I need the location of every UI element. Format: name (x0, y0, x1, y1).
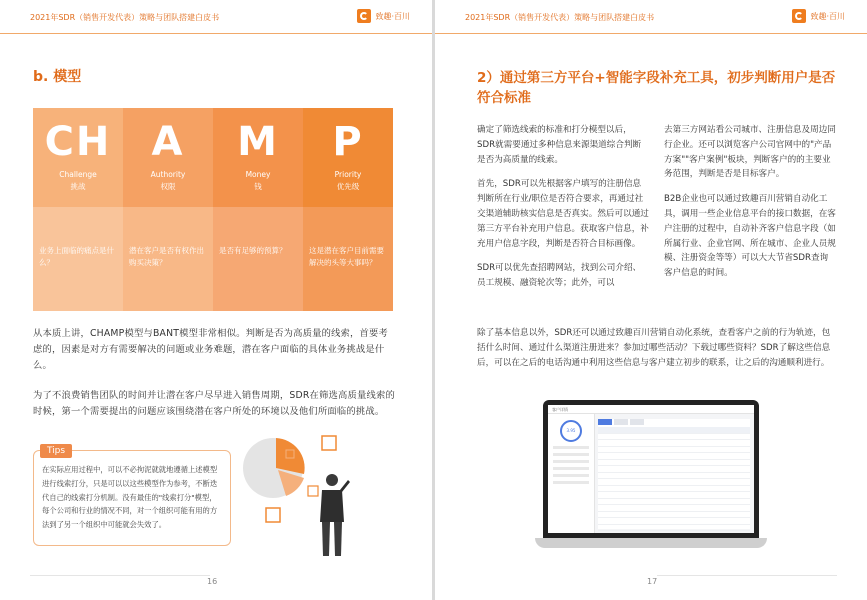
body-paragraph: 从本质上讲，CHAMP模型与BANT模型非常相似。判断是否为高质量的线索，首要考虑的，因素是对方有需要解决的问题或业务难题，潜在客户面临的具体业务挑战是什么。 (33, 328, 389, 371)
champ-column (303, 108, 393, 311)
header-divider (435, 33, 867, 34)
champ-english: Priority (334, 170, 362, 179)
left-page (0, 0, 432, 600)
brand-logo (792, 9, 845, 23)
logo-text: 致趣·百川 (375, 11, 410, 21)
champ-header (303, 108, 393, 207)
body-paragraph: SDR可以优先查招聘网站，找到公司介绍、员工规模、融资轮次等；此外，可以 (477, 263, 642, 289)
champ-chinese: 挑战 (70, 182, 86, 191)
crm-table (598, 419, 750, 529)
body-paragraph: 首先，SDR可以先根据客户填写的注册信息判断所在行业/职位是否符合要求，再通过社交渠道辅助核实信息是否真实。然后可以通过第三方平台补充用户信息。获取客户信息，补充用户信息字段，判断是否符合目标画像。 (477, 179, 649, 249)
champ-question: 是否有足够的预算？ (213, 207, 303, 311)
page-number: 16 (207, 577, 218, 586)
champ-header (213, 108, 303, 207)
brand-logo (357, 9, 410, 23)
page-number: 17 (647, 577, 658, 586)
champ-english: Challenge (59, 170, 97, 179)
body-paragraph: 去第三方网站看公司城市、注册信息及周边同行企业。还可以浏览客户公司官网中的"产品方案""客户案例"板块，判断客户的的主要业务范围，判断是否是目标客户。 (664, 125, 836, 180)
champ-column (123, 108, 213, 311)
tips-label: Tips (40, 444, 72, 458)
crm-sidebar (548, 414, 595, 533)
body-paragraph: 为了不浪费销售团队的时间并让潜在客户尽早进入销售周期，SDR在筛选高质量线索的时候，第一个需要提出的问题应该围绕潜在客户所处的环境以及他们所面临的挑战。 (33, 390, 396, 417)
body-paragraph: 确定了筛选线索的标准和打分模型以后，SDR就需要通过多种信息来源渠道综合判断是否为高质量的线索。 (477, 125, 642, 165)
crm-screen (548, 405, 754, 533)
champ-column (33, 108, 123, 311)
champ-letter: CH (44, 119, 112, 165)
champ-chinese: 权限 (160, 182, 176, 191)
champ-english: Authority (150, 170, 186, 179)
footer-divider (30, 575, 210, 576)
table-row (598, 531, 750, 533)
header-title: 2021年SDR（销售开发代表）策略与团队搭建白皮书 (465, 13, 655, 22)
tips-box: 在实际应用过程中，可以不必拘泥就就地遵循上述模型进行线索打分，只是可以以这些模型作为参考，不断迭代自己的线索打分机制。没有最佳的"线索打分"模型，每个公司和行业的情况不同，对一个组织可能有用的方法到了另一个组织中可能就会失效了。 (33, 450, 231, 546)
champ-letter: P (332, 119, 364, 165)
section-title: 2）通过第三方平台+智能字段补充工具，初步判断用户是否符合标准 (477, 70, 836, 106)
champ-question: 潜在客户是否有权作出购买决策？ (123, 207, 213, 311)
champ-chinese: 优先级 (336, 182, 360, 191)
champ-model-table (33, 108, 393, 311)
text-column-right (664, 123, 836, 291)
champ-chinese: 钱 (254, 182, 262, 191)
header-title: 2021年SDR（销售开发代表）策略与团队搭建白皮书 (30, 13, 220, 22)
section-title: b. 模型 (33, 69, 82, 85)
body-paragraph: 除了基本信息以外，SDR还可以通过致趣百川营销自动化系统，查看客户之前的行为轨迹，包括什么时间、通过什么渠道注册进来？参加过哪些活动？下载过哪些资料？SDR了解这些信息后，可以在之后的电话沟通中利用这些信息与客户建立初步的联系，让之后的沟通顺利进行。 (477, 328, 831, 368)
champ-question: 业务上面临的痛点是什么？ (33, 207, 123, 311)
champ-letter: A (151, 119, 185, 165)
footer-divider (657, 575, 837, 576)
laptop-base (535, 538, 767, 548)
champ-header (123, 108, 213, 207)
champ-english: Money (245, 170, 271, 179)
champ-letter: M (237, 119, 279, 165)
person-illustration (312, 470, 352, 560)
laptop-screen (543, 400, 759, 538)
laptop-screenshot (535, 400, 767, 566)
body-paragraph: B2B企业也可以通过致趣百川营销自动化工具，调用一些企业信息平台的接口数据，在客户注册的过程中，自动补齐客户信息字段（如所属行业、企业官网、所在城市、企业人员规模、注册资金等等）可以大大节省SDR查询客户信息的时间。 (664, 194, 836, 279)
text-column-left (477, 123, 649, 301)
logo-text: 致趣·百川 (810, 11, 845, 21)
champ-header (33, 108, 123, 207)
champ-question: 这是潜在客户目前需要解决的头等大事吗？ (303, 207, 393, 311)
score-ring: 3.95 (560, 420, 582, 442)
logo-icon (792, 9, 806, 23)
right-page (435, 0, 867, 600)
champ-column (213, 108, 303, 311)
crm-topbar: 客户详情 (548, 405, 754, 414)
logo-icon (357, 9, 371, 23)
header-divider (0, 33, 432, 34)
